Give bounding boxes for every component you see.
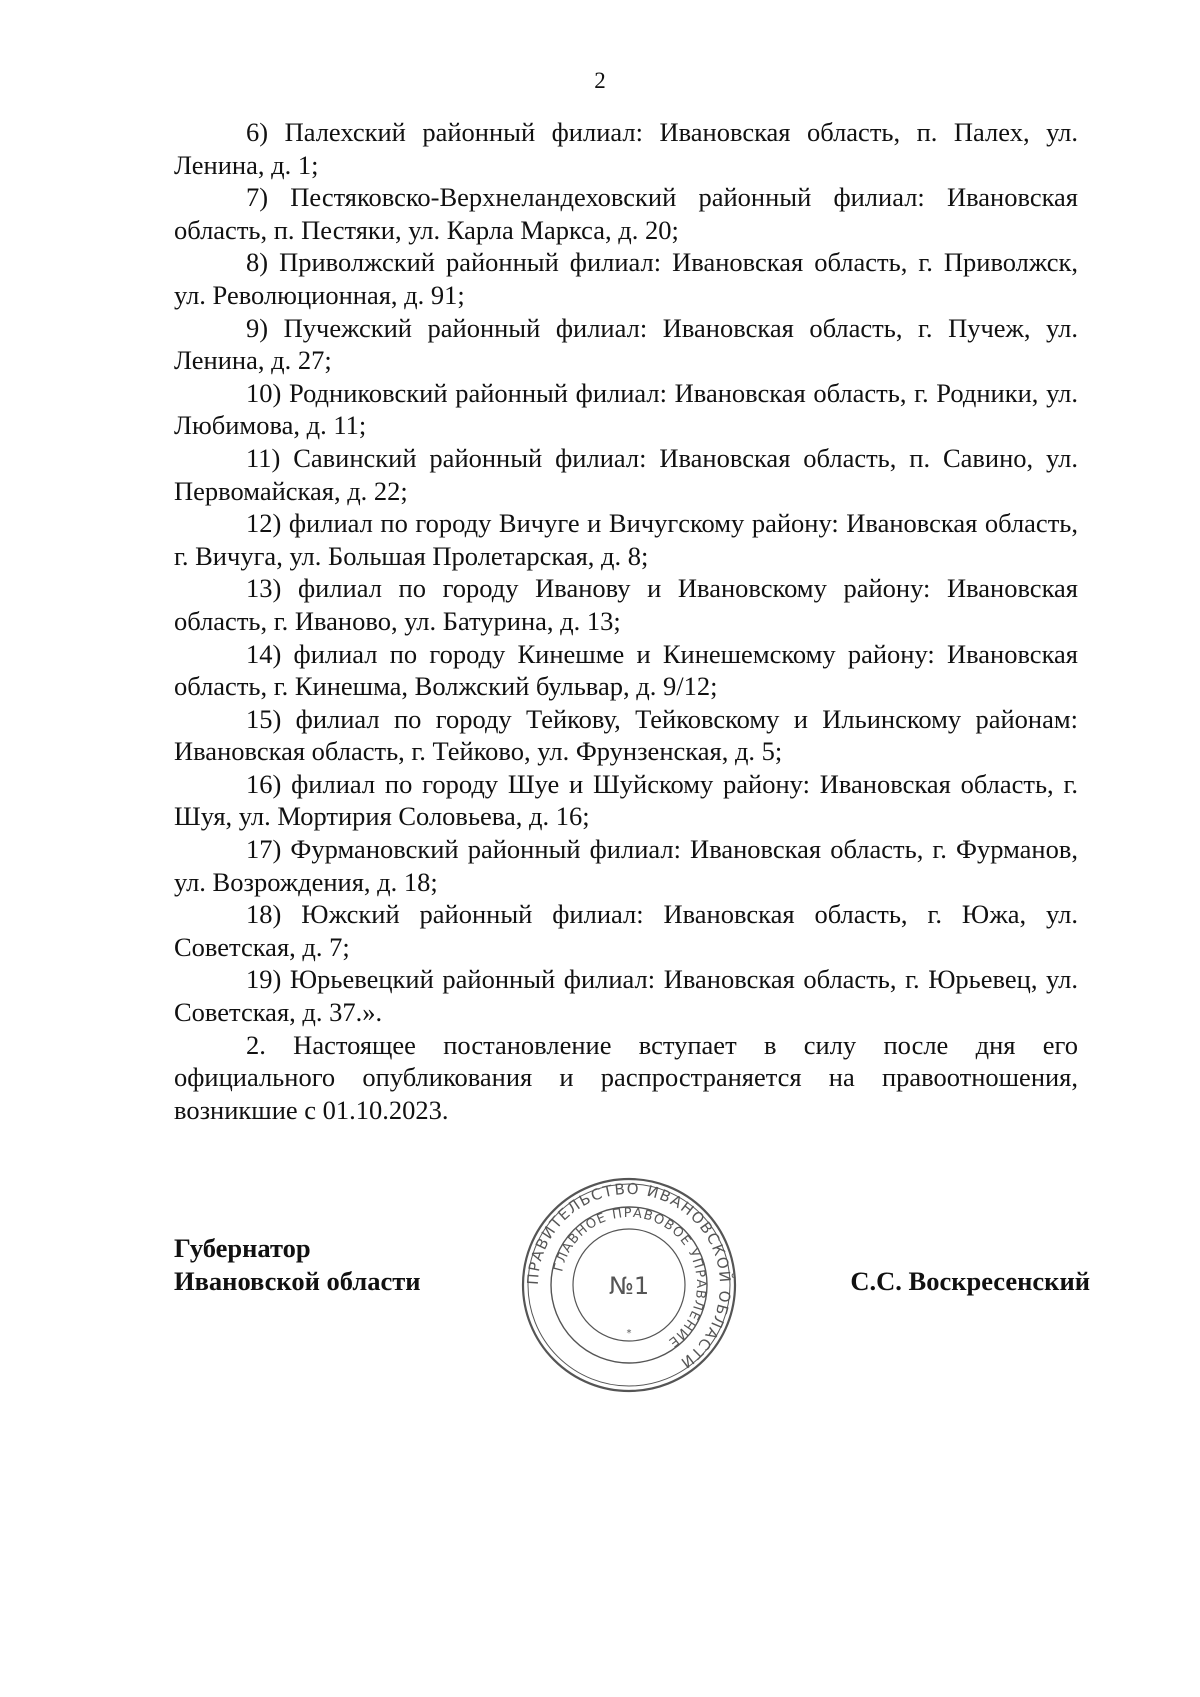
paragraph-item-11: 11) Савинский районный филиал: Ивановская область, п. Савино, ул. Первомайская, д. 22; [174, 442, 1078, 506]
signatory-title-line2: Ивановской области [174, 1265, 421, 1296]
paragraph-item-7: 7) Пестяковско-Верхнеландеховский районный филиал: Ивановская область, п. Пестяки, ул. Карла Маркса, д. 20; [174, 182, 1078, 245]
page-number: 2 [594, 68, 606, 93]
signatory-name: С.С. Воскресенский [850, 1266, 1090, 1296]
signatory-title-line1: Губернатор [174, 1233, 311, 1263]
signatory-title [174, 1232, 421, 1297]
document-body [174, 116, 1078, 1126]
paragraph-item-10: 10) Родниковский районный филиал: Ивановская область, г. Родники, ул. Любимова, д. 11; [174, 377, 1078, 441]
paragraph-item-8: 8) Приволжский районный филиал: Ивановская область, г. Приволжск, ул. Революционная, д. 91; [174, 247, 1078, 310]
paragraph-item-17: 17) Фурмановский районный филиал: Ивановская область, г. Фурманов, ул. Возрождения, д. 18; [174, 834, 1078, 897]
seal-star-icon: * [626, 1328, 632, 1339]
paragraph-item-9: 9) Пучежский районный филиал: Ивановская область, г. Пучеж, ул. Ленина, д. 27; [174, 312, 1078, 376]
paragraph-item-6: 6) Палехский районный филиал: Ивановская область, п. Палех, ул. Ленина, д. 1; [174, 117, 1078, 180]
paragraph-item-12: 12) филиал по городу Вичуге и Вичугскому району: Ивановская область, г. Вичуга, ул. Большая Пролетарская, д. 8; [174, 508, 1078, 571]
paragraph-effective-date: 2. Настоящее постановление вступает в силу после дня его официального опубликования и распространяется на правоотношения, возникшие с 01.10.2023. [174, 1029, 1078, 1125]
paragraph-item-14: 14) филиал по городу Кинешме и Кинешемскому району: Ивановская область, г. Кинешма, Волжский бульвар, д. 9/12; [174, 638, 1078, 702]
paragraph-item-18: 18) Южский районный филиал: Ивановская область, г. Южа, ул. Советская, д. 7; [174, 899, 1078, 962]
seal-inner-text: ГЛАВНОЕ ПРАВОВОЕ УПРАВЛЕНИЕ [551, 1205, 709, 1351]
paragraph-item-19: 19) Юрьевецкий районный филиал: Ивановская область, г. Юрьевец, ул. Советская, д. 37.». [174, 964, 1078, 1028]
paragraph-item-15: 15) филиал по городу Тейкову, Тейковскому и Ильинскому районам: Ивановская область, г. Тейково, ул. Фрунзенская, д. 5; [174, 703, 1078, 767]
seal-outer-text: ПРАВИТЕЛЬСТВО ИВАНОВСКОЙ ОБЛАСТИ [523, 1179, 735, 1373]
official-seal-stamp [518, 1174, 740, 1396]
paragraph-item-13: 13) филиал по городу Иванову и Ивановскому району: Ивановская область, г. Иваново, ул. Батурина, д. 13; [174, 573, 1078, 636]
paragraph-item-16: 16) филиал по городу Шуе и Шуйскому району: Ивановская область, г. Шуя, ул. Мортирия Соловьева, д. 16; [174, 768, 1078, 832]
seal-number: №1 [608, 1272, 650, 1300]
